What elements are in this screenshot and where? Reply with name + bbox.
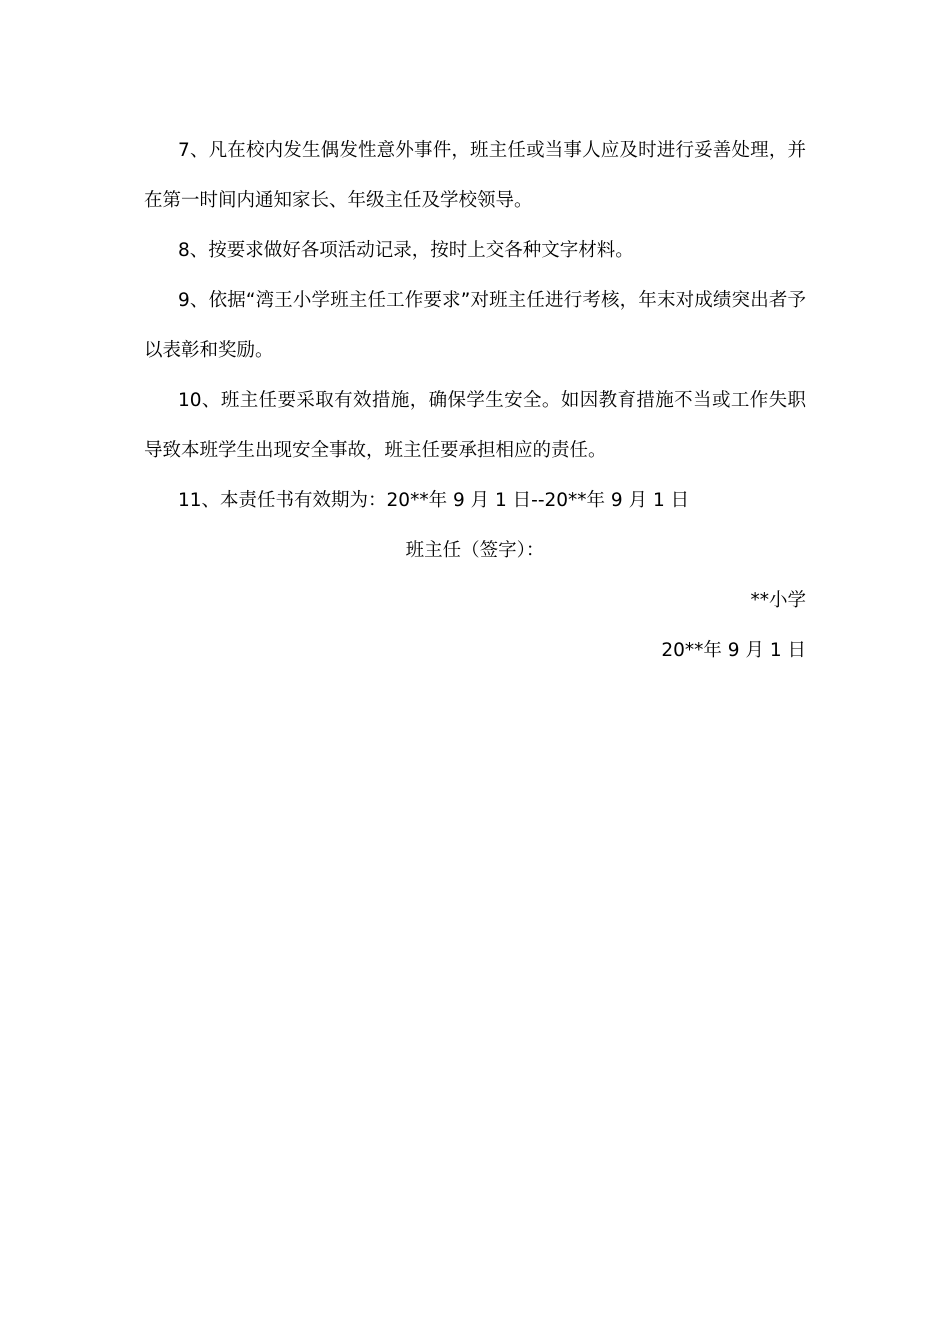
paragraph-item-11: 11、本责任书有效期为：20**年 9 月 1 日--20**年 9 月 1 日: [178, 490, 690, 511]
paragraph-item-10: 10、班主任要采取有效措施，确保学生安全。如因教育措施不当或工作失职导致本班学生出现安全事故，班主任要承担相应的责任。: [144, 390, 806, 461]
document-date: 20**年 9 月 1 日: [661, 640, 806, 661]
paragraph-item-8: 8、按要求做好各项活动记录，按时上交各种文字材料。: [178, 240, 634, 261]
document-body: [144, 126, 806, 676]
paragraph-item-9: 9、依据“湾王小学班主任工作要求”对班主任进行考核，年末对成绩突出者予以表彰和奖励。: [144, 290, 806, 361]
paragraph-item-7: 7、凡在校内发生偶发性意外事件，班主任或当事人应及时进行妥善处理，并在第一时间内通知家长、年级主任及学校领导。: [144, 140, 806, 211]
school-name: **小学: [750, 590, 806, 611]
signature-label: 班主任（签字）：: [405, 540, 545, 561]
